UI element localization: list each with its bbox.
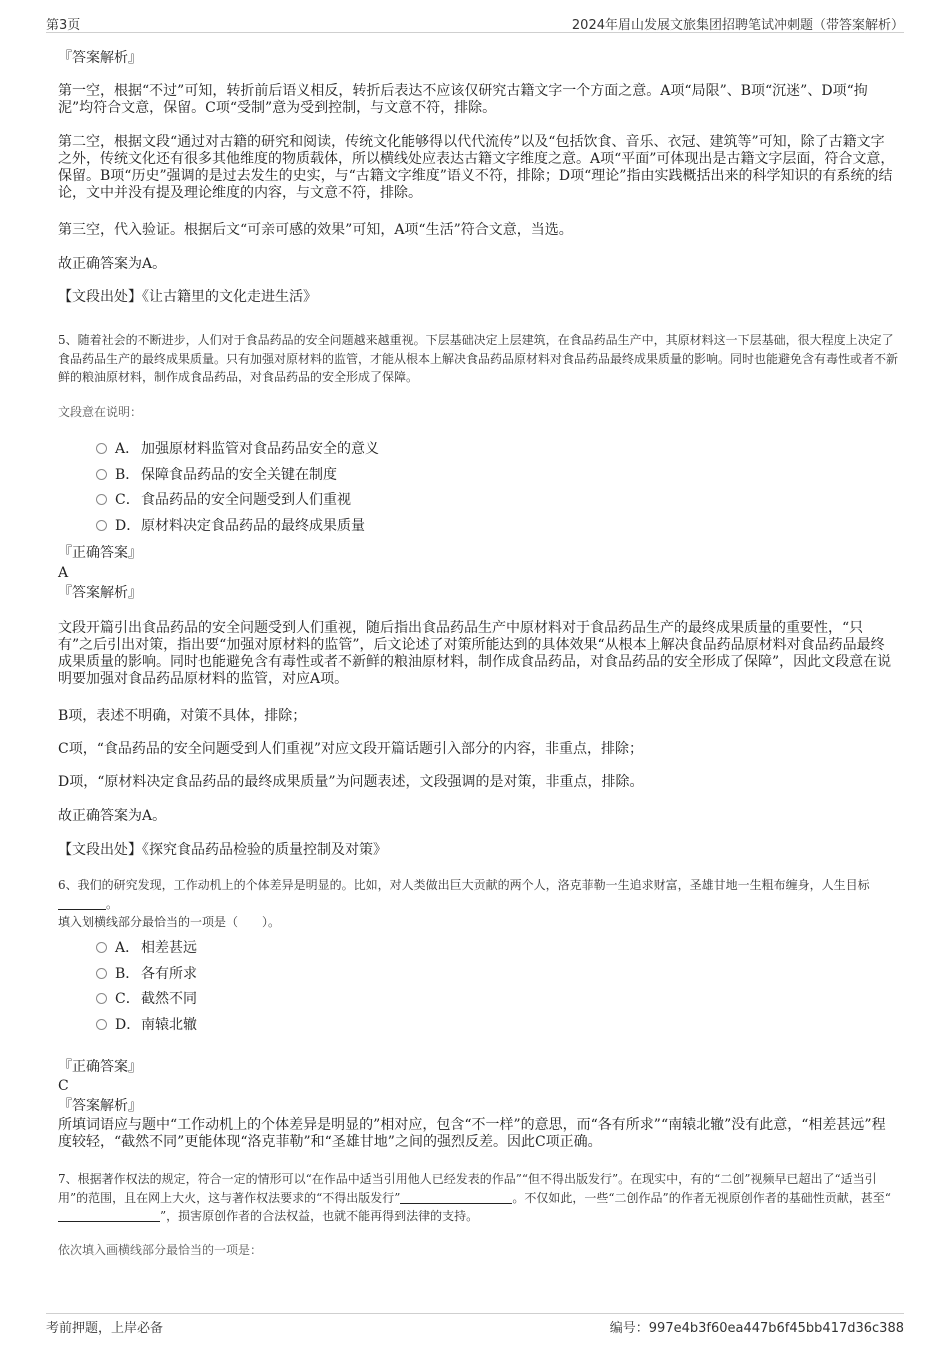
q5-analysis-paragraph-3: C项，“食品药品的安全问题受到人们重视”对应文段开篇话题引入部分的内容，非重点，排除； xyxy=(58,741,644,757)
q6-analysis-label: 『答案解析』 xyxy=(58,1098,142,1114)
q4-source: 【文段出处】《让古籍里的文化走进生活》 xyxy=(58,289,317,305)
q5-source: 【文段出处】《探究食品药品检验的质量控制及对策》 xyxy=(58,842,387,858)
q5-option-c[interactable]: C．食品药品的安全问题受到人们重视 xyxy=(96,491,351,509)
radio-button-icon[interactable] xyxy=(96,968,107,979)
radio-button-icon[interactable] xyxy=(96,520,107,531)
radio-button-icon[interactable] xyxy=(96,1019,107,1030)
q4-analysis-paragraph-1: 第一空，根据“不过”可知，转折前后语义相反，转折后表达不应该仅研究古籍文字一个方面之意。A项“局限”、B项“沉迷”、D项“拘泥”均符合文意，保留。C项“受制”意为受到控制，与文意不符，排除。 xyxy=(58,83,868,116)
q5-prompt: 文段意在说明： xyxy=(58,405,143,419)
q5-analysis-paragraph-2: B项，表述不明确，对策不具体，排除； xyxy=(58,708,307,724)
answer-blank xyxy=(58,897,106,910)
answer-blank-2 xyxy=(58,1209,160,1222)
q6-analysis: 所填词语应与题中“工作动机上的个体差异是明显的”相对应，包含“不一样”的意思，而“各有所求”“南辕北辙”没有此意，“相差甚远”程度较轻，“截然不同”更能体现“洛克菲勒”和“圣雄甘地”之间的强烈反差。因此C项正确。 xyxy=(58,1117,886,1150)
q6-option-c[interactable]: C．截然不同 xyxy=(96,990,197,1008)
radio-button-icon[interactable] xyxy=(96,942,107,953)
q6-answer-label: 『正确答案』 xyxy=(58,1059,142,1075)
q5-answer-label: 『正确答案』 xyxy=(58,545,142,561)
q6-option-a[interactable]: A． 相差甚远 xyxy=(96,939,197,957)
q5-answer: A xyxy=(58,565,69,581)
answer-blank-1 xyxy=(400,1191,512,1204)
q5-stem: 5、随着社会的不断进步，人们对于食品药品的安全问题越来越重视。下层基础决定上层建筑，在食品药品生产中，其原材料这一下层基础，很大程度上决定了食品药品生产的最终成果质量。只有加强对原材料的监管，才能从根本上解决食品药品原材料对食品药品最终成果质量的影响。同时也能避免含有毒性或者不新鲜的粮油原材料，制作成食品药品，对食品药品的安全形成了保障。 xyxy=(58,333,899,384)
q6-option-b[interactable]: B． 各有所求 xyxy=(96,965,197,983)
q6-answer: C xyxy=(58,1078,69,1094)
q4-analysis-label: 『答案解析』 xyxy=(58,50,142,66)
page-footer xyxy=(46,1313,904,1336)
q5-analysis-paragraph-4: D项，“原材料决定食品药品的最终成果质量”为问题表述，文段强调的是对策，非重点，排除。 xyxy=(58,774,644,790)
q5-analysis-paragraph-1: 文段开篇引出食品药品的安全问题受到人们重视，随后指出食品药品生产中原材料对于食品药品生产的最终成果质量的重要性，“只有”之后引出对策，指出要“加强对原材料的监管”，后文论述了对策所能达到的具体效果“从根本上解决食品药品原材料对食品药品最终成果质量的影响。同时也能避免含有毒性或者不新鲜的粮油原材料，制作成食品药品，对食品药品的安全形成了保障”，因此文段意在说明要加强对食品药品原材料的监管，对应A项。 xyxy=(58,620,892,687)
q4-analysis-paragraph-3: 第三空，代入验证。根据后文“可亲可感的效果”可知，A项“生活”符合文意，当选。 xyxy=(58,222,573,238)
q4-analysis-paragraph-2: 第二空，根据文段“通过对古籍的研究和阅读，传统文化能够得以代代流传”以及“包括饮食、音乐、衣冠、建筑等”可知，除了古籍文字之外，传统文化还有很多其他维度的物质载体，所以横线处应表达古籍文字维度之意。A项“平面”可体现出是古籍文字层面，符合文意，保留。B项“历史”强调的是过去发生的史实，与“古籍文字维度”语义不符，排除；D项“理论”指由实践概括出来的科学知识的有系统的结论，文中并没有提及理论维度的内容，与文意不符，排除。 xyxy=(58,134,895,201)
page-header xyxy=(46,12,904,33)
q4-conclusion: 故正确答案为A。 xyxy=(58,256,167,272)
q6-option-d[interactable]: D．南辕北辙 xyxy=(96,1016,197,1034)
q7-prompt: 依次填入画横线部分最恰当的一项是： xyxy=(58,1243,263,1257)
q6-stem: 6、我们的研究发现，工作动机上的个体差异是明显的。比如，对人类做出巨大贡献的两个人，洛克菲勒一生追求财富，圣雄甘地一生粗布缠身，人生目标。 xyxy=(58,878,870,911)
document-title: 2024年眉山发展文旅集团招聘笔试冲刺题（带答案解析） xyxy=(571,18,904,33)
radio-button-icon[interactable] xyxy=(96,494,107,505)
q5-conclusion: 故正确答案为A。 xyxy=(58,808,167,824)
q5-analysis-label: 『答案解析』 xyxy=(58,585,142,601)
q5-option-d[interactable]: D．原材料决定食品药品的最终成果质量 xyxy=(96,517,365,535)
q5-option-a[interactable]: A． 加强原材料监管对食品药品安全的意义 xyxy=(96,440,379,458)
q5-option-b[interactable]: B． 保障食品药品的安全关键在制度 xyxy=(96,466,337,484)
q6-prompt: 填入划横线部分最恰当的一项是（ ）。 xyxy=(58,915,281,929)
page-number: 第3页 xyxy=(46,18,81,33)
radio-button-icon[interactable] xyxy=(96,469,107,480)
footer-slogan: 考前押题，上岸必备 xyxy=(46,1321,164,1336)
radio-button-icon[interactable] xyxy=(96,443,107,454)
document-id: 编号：997e4b3f60ea447b6f45bb417d36c388 xyxy=(609,1321,904,1336)
q7-stem: 7、根据著作权法的规定，符合一定的情形可以“在作品中适当引用他人已经发表的作品”“但不得出版发行”。在现实中，有的“二创”视频早已超出了“适当引用”的范围，且在网上大火，这与著作权法要求的“不得出版发行” 。不仅如此，一些“二创作品”的作者无视原创作者的基础性贡献，甚至“”，损害原创作者的合法权益，也就不能再得到法律的支持。 xyxy=(58,1172,891,1223)
radio-button-icon[interactable] xyxy=(96,993,107,1004)
